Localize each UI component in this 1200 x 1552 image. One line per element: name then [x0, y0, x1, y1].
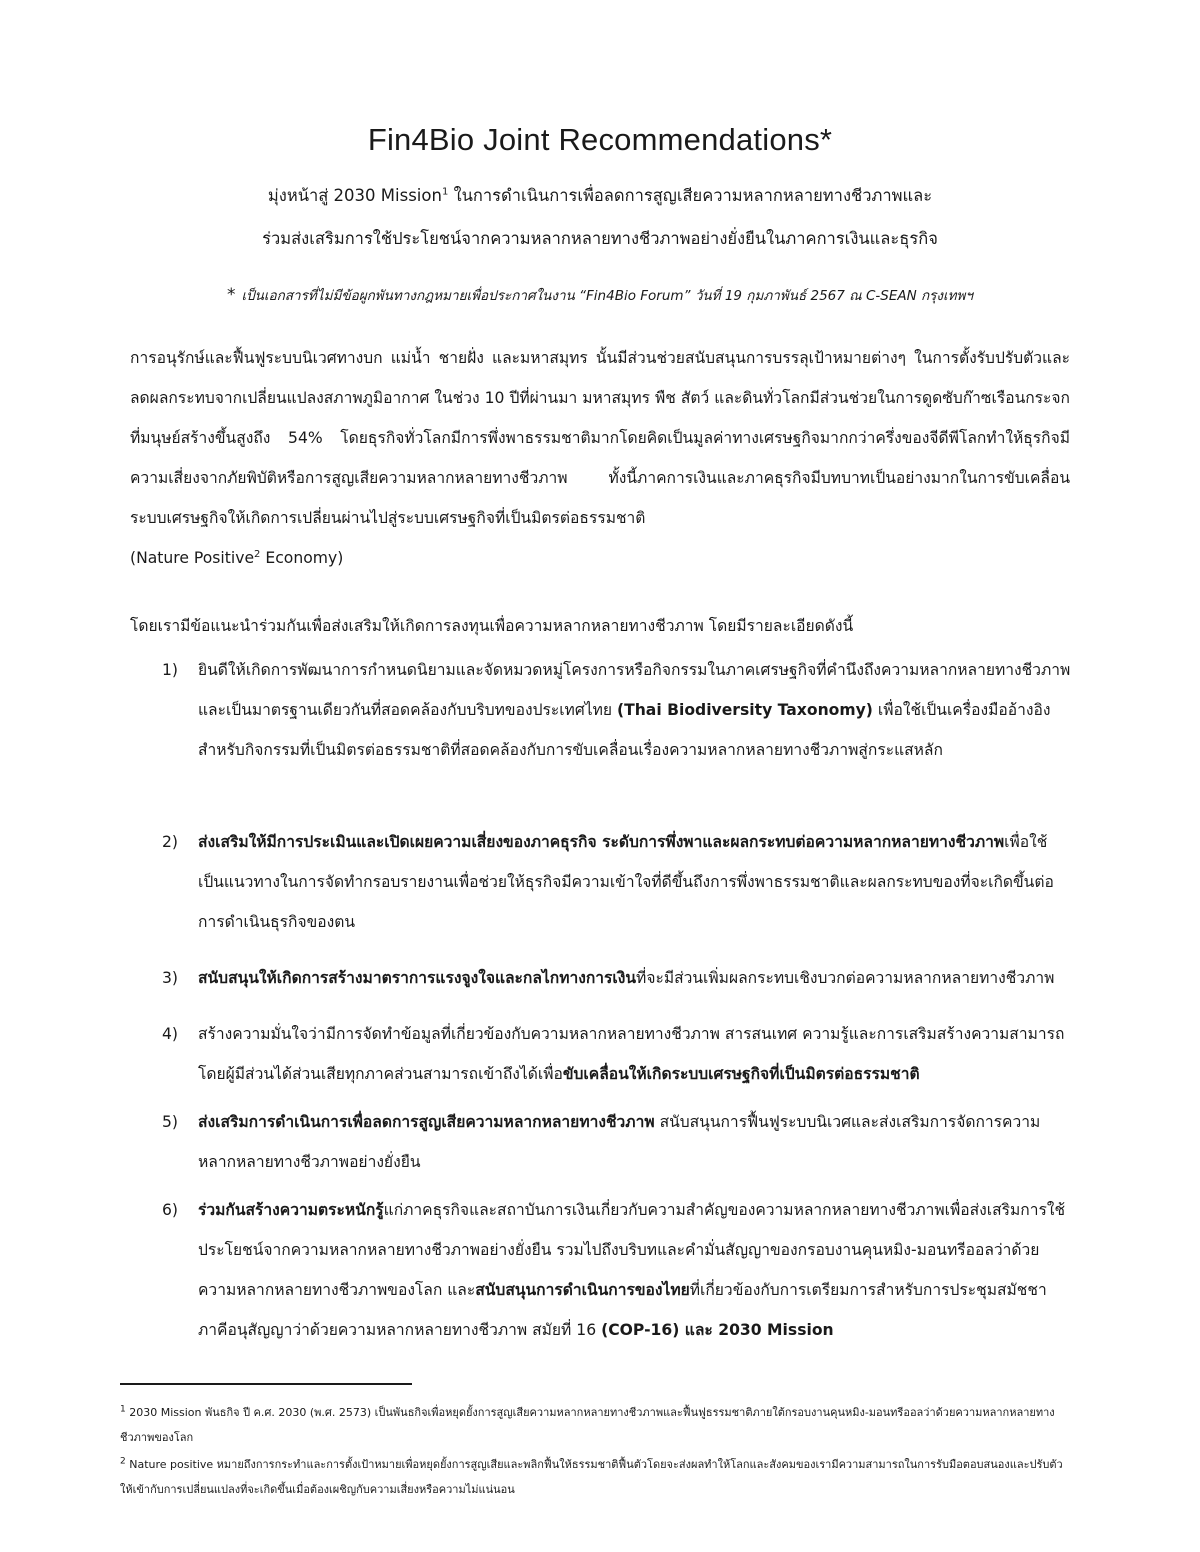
disclaimer-text: เป็นเอกสารที่ไม่มีข้อผูกพันทางกฎหมายเพื่อประกาศในงาน “Fin4Bio Forum” วันที่ 19 กุมภาพันธ์ 2567 ณ C-SEAN กรุงเทพฯ — [241, 288, 973, 304]
subtitle-text: มุ่งหน้าสู่ 2030 Mission — [267, 186, 442, 205]
item-number: 3) — [162, 969, 179, 987]
footnote-mark: 1 — [120, 1404, 126, 1415]
item-bold-text: ขับเคลื่อนให้เกิดระบบเศรษฐกิจที่เป็นมิตรต่อธรรมชาติ — [562, 1065, 920, 1083]
recommendation-item-5 — [162, 1102, 1072, 1182]
item-number: 2) — [162, 833, 179, 851]
paragraph-text: การอนุรักษ์และฟื้นฟูระบบนิเวศทางบก แม่น้ำ ชายฝั่ง และมหาสมุทร นั้นมีส่วนช่วยสนับสนุนการบรรลุเป้าหมายต่างๆ ในการตั้งรับปรับตัวและลดผลกระทบจากเปลี่ยนแปลงสภาพภูมิอากาศ ในช่วง 10 ปีที่ผ่านมา มหาสมุทร พืช สัตว์ และดินทั่วโลกมีส่วนช่วยในการดูดซับก๊าซเรือนกระจกที่มนุษย์สร้างขึ้นสูงถึง 54% โดยธุรกิจทั่วโลกมีการพึ่งพาธรรมชาติมากโดยคิดเป็นมูลค่าทางเศรษฐกิจมากกว่าครึ่งของจีดีพีโลกทำให้ธุรกิจมีความเสี่ยงจากภัยพิบัติหรือการสูญเสียความหลากหลายทางชีวภาพ ทั้งนี้ภาคการเงินและภาคธุรกิจมีบทบาทเป็นอย่างมากในการขับเคลื่อนระบบเศรษฐกิจให้เกิดการเปลี่ยนผ่านไปสู่ระบบเศรษฐกิจที่เป็นมิตรต่อธรรมชาติ — [130, 349, 1070, 527]
footnote-ref-1[interactable]: 1 — [441, 186, 449, 198]
disclaimer-note — [0, 284, 1200, 306]
item-bold-text: (Thai Biodiversity Taxonomy) — [616, 701, 873, 719]
item-number: 4) — [162, 1025, 179, 1043]
footnote-text: 2030 Mission พันธกิจ ปี ค.ศ. 2030 (พ.ศ. 2573) เป็นพันธกิจเพื่อหยุดยั้งการสูญเสียความหลากหลายทางชีวภาพและฟื้นฟูธรรมชาติภายใต้กรอบงานคุนหมิง-มอนทรีออลว่าด้วยความหลากหลายทางชีวภาพของโลก — [120, 1406, 1055, 1444]
subtitle-text: ในการดำเนินการเพื่อลดการสูญเสียความหลากหลายทางชีวภาพและ — [448, 186, 933, 205]
item-bold-text: (COP-16) และ 2030 Mission — [601, 1321, 834, 1339]
recommendation-item-4 — [162, 1014, 1072, 1094]
footnote-divider — [120, 1383, 412, 1385]
item-text: สร้างความมั่นใจว่ามีการจัดทำข้อมูลที่เกี่ยวข้องกับความหลากหลายทางชีวภาพ สารสนเทศ ความรู้และการเสริมสร้างความสามารถ โดยผู้มีส่วนได้ส่วนเสียทุกภาคส่วนสามารถเข้าถึงได้เพื่อ — [198, 1025, 1065, 1083]
intro-paragraph — [130, 338, 1070, 578]
footnote-ref-2[interactable]: 2 — [254, 548, 261, 560]
item-text: ที่เกี่ยวข้องกับการเตรียมการสำหรับการประชุมสมัชชาภาคีอนุสัญญาว่าด้วยความหลากหลายทางชีวภาพ สมัยที่ 16 — [198, 1281, 1047, 1339]
asterisk-icon: * — [227, 285, 236, 305]
footnote-2 — [120, 1452, 1070, 1502]
paragraph-tail: Economy) — [260, 549, 344, 567]
recommendation-item-6 — [162, 1190, 1072, 1350]
item-text: ยินดีให้เกิดการพัฒนาการกำหนดนิยามและจัดหมวดหมู่โครงการหรือกิจกรรมในภาคเศรษฐกิจที่คำนึงถึงความหลากหลายทางชีวภาพและเป็นมาตรฐานเดียวกันที่สอดคล้องกับบริบทของประเทศไทย — [198, 661, 1071, 719]
item-text: เพื่อใช้เป็นเครื่องมืออ้างอิงสำหรับกิจกรรมที่เป็นมิตรต่อธรรมชาติที่สอดคล้องกับการขับเคลื่อนเรื่องความหลากหลายทางชีวภาพสู่กระแสหลัก — [198, 701, 1051, 759]
subtitle-line-1 — [0, 188, 1200, 205]
footnote-mark: 2 — [120, 1456, 126, 1467]
recommendation-item-2 — [162, 822, 1072, 942]
recommendation-item-3 — [162, 958, 1072, 998]
item-text: สนับสนุนการฟื้นฟูระบบนิเวศและส่งเสริมการจัดการความหลากหลายทางชีวภาพอย่างยั่งยืน — [198, 1113, 1041, 1171]
item-number: 1) — [162, 661, 179, 679]
footnote-1 — [120, 1400, 1070, 1450]
item-text: แก่ภาคธุรกิจและสถาบันการเงินเกี่ยวกับความสำคัญของความหลากหลายทางชีวภาพเพื่อส่งเสริมการใช้ประโยชน์จากความหลากหลายทางชีวภาพอย่างยั่งยืน รวมไปถึงบริบทและคำมั่นสัญญาของกรอบงานคุนหมิง-มอนทรีออลว่าด้วยความหลากหลายทางชีวภาพของโลก และ — [198, 1201, 1066, 1299]
item-bold-text: ส่งเสริมให้มีการประเมินและเปิดเผยความเสี่ยงของภาคธุรกิจ ระดับการพึ่งพาและผลกระทบต่อความหลากหลายทางชีวภาพ — [198, 833, 1005, 851]
item-number: 5) — [162, 1113, 179, 1131]
document-title: Fin4Bio Joint Recommendations* — [367, 122, 833, 157]
item-number: 6) — [162, 1201, 179, 1219]
item-bold-text: ร่วมกันสร้างความตระหนักรู้ — [198, 1201, 384, 1219]
footnote-text: Nature positive หมายถึงการกระทำและการตั้งเป้าหมายเพื่อหยุดยั้งการสูญเสียและพลิกฟื้นให้ธรรมชาติฟื้นตัวโดยจะส่งผลทำให้โลกและสังคมของเรามีความสามารถในการรับมือตอบสนองและปรับตัวให้เข้ากับการเปลี่ยนแปลงที่จะเกิดขึ้นเมื่อต้องเผชิญกับความเสี่ยงหรือความไม่แน่นอน — [120, 1458, 1063, 1496]
recommendation-item-1 — [162, 650, 1072, 770]
item-bold-text: สนับสนุนให้เกิดการสร้างมาตราการแรงจูงใจและกลไกทางการเงิน — [198, 969, 637, 987]
recommendations-intro: โดยเรามีข้อแนะนำร่วมกันเพื่อส่งเสริมให้เกิดการลงทุนเพื่อความหลากหลายทางชีวภาพ โดยมีรายละเอียดดังนี้ — [130, 617, 854, 635]
item-text: ที่จะมีส่วนเพิ่มผลกระทบเชิงบวกต่อความหลากหลายทางชีวภาพ — [636, 969, 1055, 987]
item-bold-text: ส่งเสริมการดำเนินการเพื่อลดการสูญเสียความหลากหลายทางชีวภาพ — [198, 1113, 655, 1131]
item-bold-text: สนับสนุนการดำเนินการของไทย — [475, 1281, 690, 1299]
subtitle-line-2: ร่วมส่งเสริมการใช้ประโยชน์จากความหลากหลายทางชีวภาพอย่างยั่งยืนในภาคการเงินและธุรกิจ — [262, 229, 938, 248]
paragraph-tail: (Nature Positive — [130, 549, 255, 567]
item-text: เพื่อใช้เป็นแนวทางในการจัดทำกรอบรายงานเพื่อช่วยให้ธุรกิจมีความเข้าใจที่ดีขึ้นถึงการพึ่งพาธรรมชาติและผลกระทบของที่จะเกิดขึ้นต่อการดำเนินธุรกิจของตน — [198, 833, 1054, 931]
